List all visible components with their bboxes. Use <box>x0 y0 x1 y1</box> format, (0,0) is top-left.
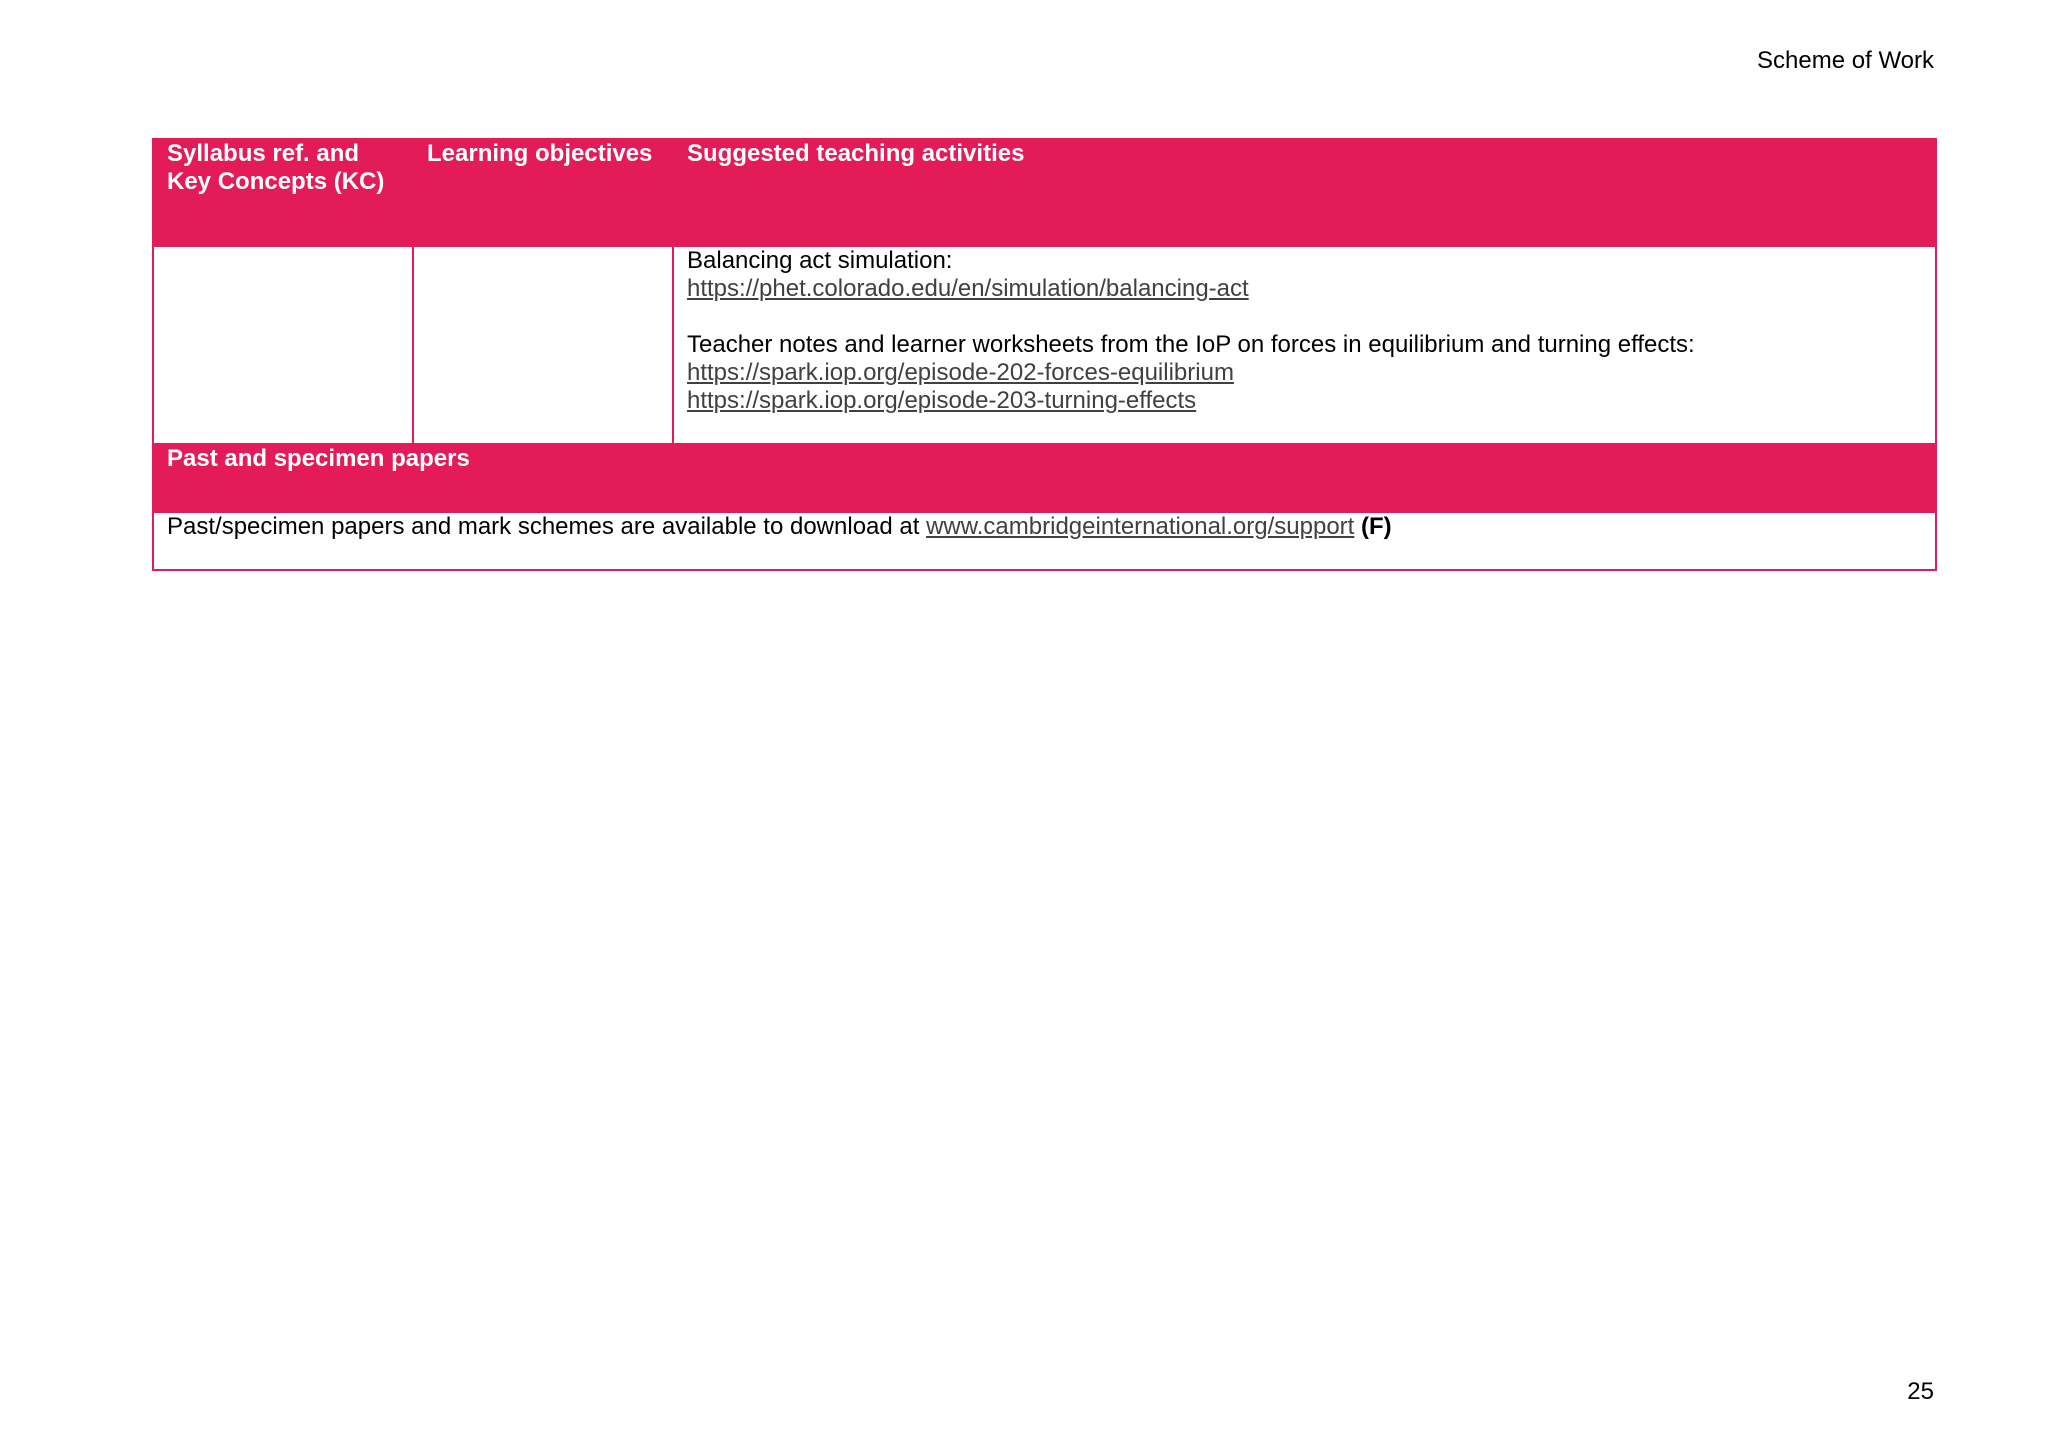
past-papers-cell <box>153 512 1936 570</box>
iop-link-turning-effects[interactable]: https://spark.iop.org/episode-203-turning-effects <box>687 387 1197 414</box>
learning-objectives-cell <box>413 246 673 444</box>
past-papers-header-row <box>153 444 1936 512</box>
column-header-syllabus-ref: Syllabus ref. and Key Concepts (KC) <box>153 139 413 246</box>
paragraph-gap <box>687 303 1922 331</box>
teaching-activities-cell <box>673 246 1936 444</box>
simulation-label: Balancing act simulation: <box>687 247 953 274</box>
column-header-learning-objectives: Learning objectives <box>413 139 673 246</box>
iop-link-forces-equilibrium[interactable]: https://spark.iop.org/episode-202-forces-equilibrium <box>687 359 1234 386</box>
past-papers-text: Past/specimen papers and mark schemes are available to download at <box>167 513 927 540</box>
running-header: Scheme of Work <box>1757 47 1934 74</box>
past-papers-heading: Past and specimen papers <box>153 444 1936 512</box>
past-papers-row <box>153 512 1936 570</box>
scheme-of-work-table <box>152 138 1937 571</box>
simulation-link[interactable]: https://phet.colorado.edu/en/simulation/balancing-act <box>687 275 1249 302</box>
cambridge-support-link[interactable]: www.cambridgeinternational.org/support <box>926 513 1355 540</box>
column-header-teaching-activities: Suggested teaching activities <box>673 139 1936 246</box>
page-number: 25 <box>1907 1378 1934 1405</box>
table-row <box>153 246 1936 444</box>
syllabus-ref-cell <box>153 246 413 444</box>
iop-label: Teacher notes and learner worksheets from the IoP on forces in equilibrium and turning effects: <box>687 331 1695 358</box>
table-header-row <box>153 139 1936 246</box>
past-papers-tag: (F) <box>1361 513 1392 540</box>
